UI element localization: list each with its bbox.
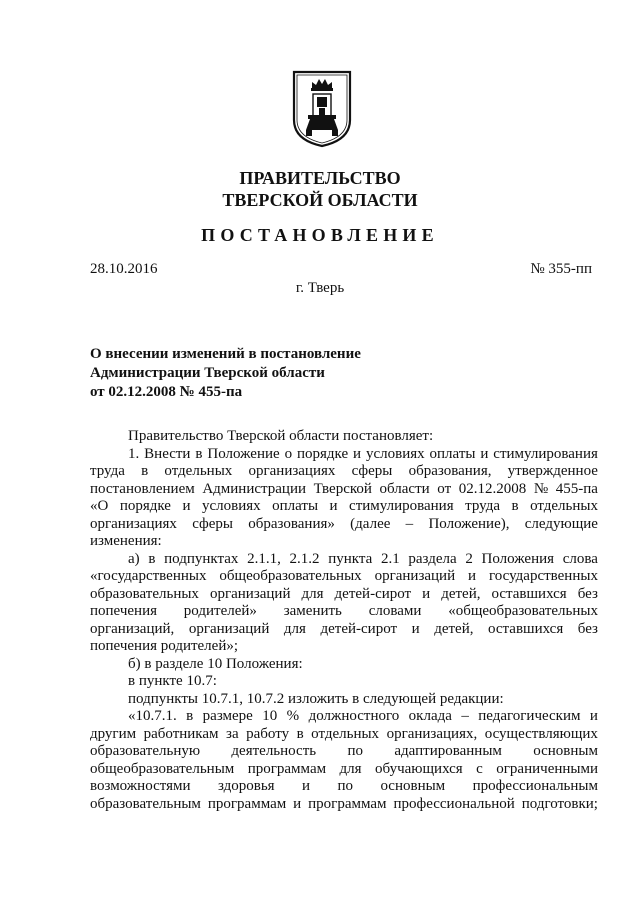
body-text-line: труда в отдельных организациях сферы образования, утвержденное: [90, 463, 598, 479]
body-text-line: общеобразовательным программам для обучающихся с ограниченными: [90, 760, 598, 777]
body-text-line: попечения родителей» заменить словами «общеобразовательных: [90, 603, 598, 619]
body-text-line: возможностями здоровья и по основным профессиональным: [90, 778, 598, 794]
body-text-line: б) в разделе 10 Положения:: [128, 655, 303, 672]
body-text-line: а) в подпунктах 2.1.1, 2.1.2 пункта 2.1 раздела 2 Положения слова: [128, 550, 598, 567]
subject-line: от 02.12.2008 № 455-па: [90, 384, 243, 400]
body-text-line: образовательных организаций для детей-сирот и детей, оставшихся без: [90, 585, 598, 602]
document-city: г. Тверь: [295, 280, 345, 296]
document-number: № 355-пп: [530, 261, 592, 277]
body-text-line: попечения родителей»;: [90, 638, 239, 654]
body-text-line: организациях сферы образования» (далее – Положение), следующие: [90, 515, 598, 532]
body-text-line: Правительство Тверской области постановляет:: [128, 428, 434, 444]
coat-of-arms-icon: [291, 68, 353, 148]
body-text-line: образовательным программам и программам профессиональной подготовки;: [90, 795, 598, 812]
body-text-line: изменения:: [90, 533, 162, 549]
body-text-line: «10.7.1. в размере 10 % должностного оклада – педагогическим и: [128, 708, 598, 724]
subject-line: Администрации Тверской области: [90, 365, 325, 381]
document-subject: [90, 345, 361, 402]
body-text-line: организаций, организаций для детей-сирот и детей, оставшихся без: [90, 620, 598, 637]
body-text-line: другим работникам за работу в отдельных организациях, осуществляющих: [90, 725, 598, 742]
body-text-line: 1. Внести в Положение о порядке и условиях оплаты и стимулирования: [128, 445, 598, 462]
subject-line: О внесении изменений в постановление: [90, 346, 361, 362]
org-name-line2: ТВЕРСКОЙ ОБЛАСТИ: [222, 190, 418, 210]
body-text-line: образовательную деятельность по адаптированным основным: [90, 743, 598, 759]
document-body: [90, 428, 598, 813]
body-text-line: «государственных общеобразовательных организаций и государственных: [90, 568, 598, 584]
body-text-line: «О порядке и условиях оплаты и стимулирования труда в отдельных: [90, 498, 598, 514]
org-name-line1: ПРАВИТЕЛЬСТВО: [239, 168, 401, 188]
document-type: ПОСТАНОВЛЕНИЕ: [201, 225, 439, 245]
body-text-line: в пункте 10.7:: [128, 673, 217, 689]
body-text-line: постановлением Администрации Тверской области от 02.12.2008 № 455-па: [90, 480, 598, 497]
document-date: 28.10.2016: [90, 261, 158, 277]
body-text-line: подпункты 10.7.1, 10.7.2 изложить в следующей редакции:: [128, 690, 504, 707]
